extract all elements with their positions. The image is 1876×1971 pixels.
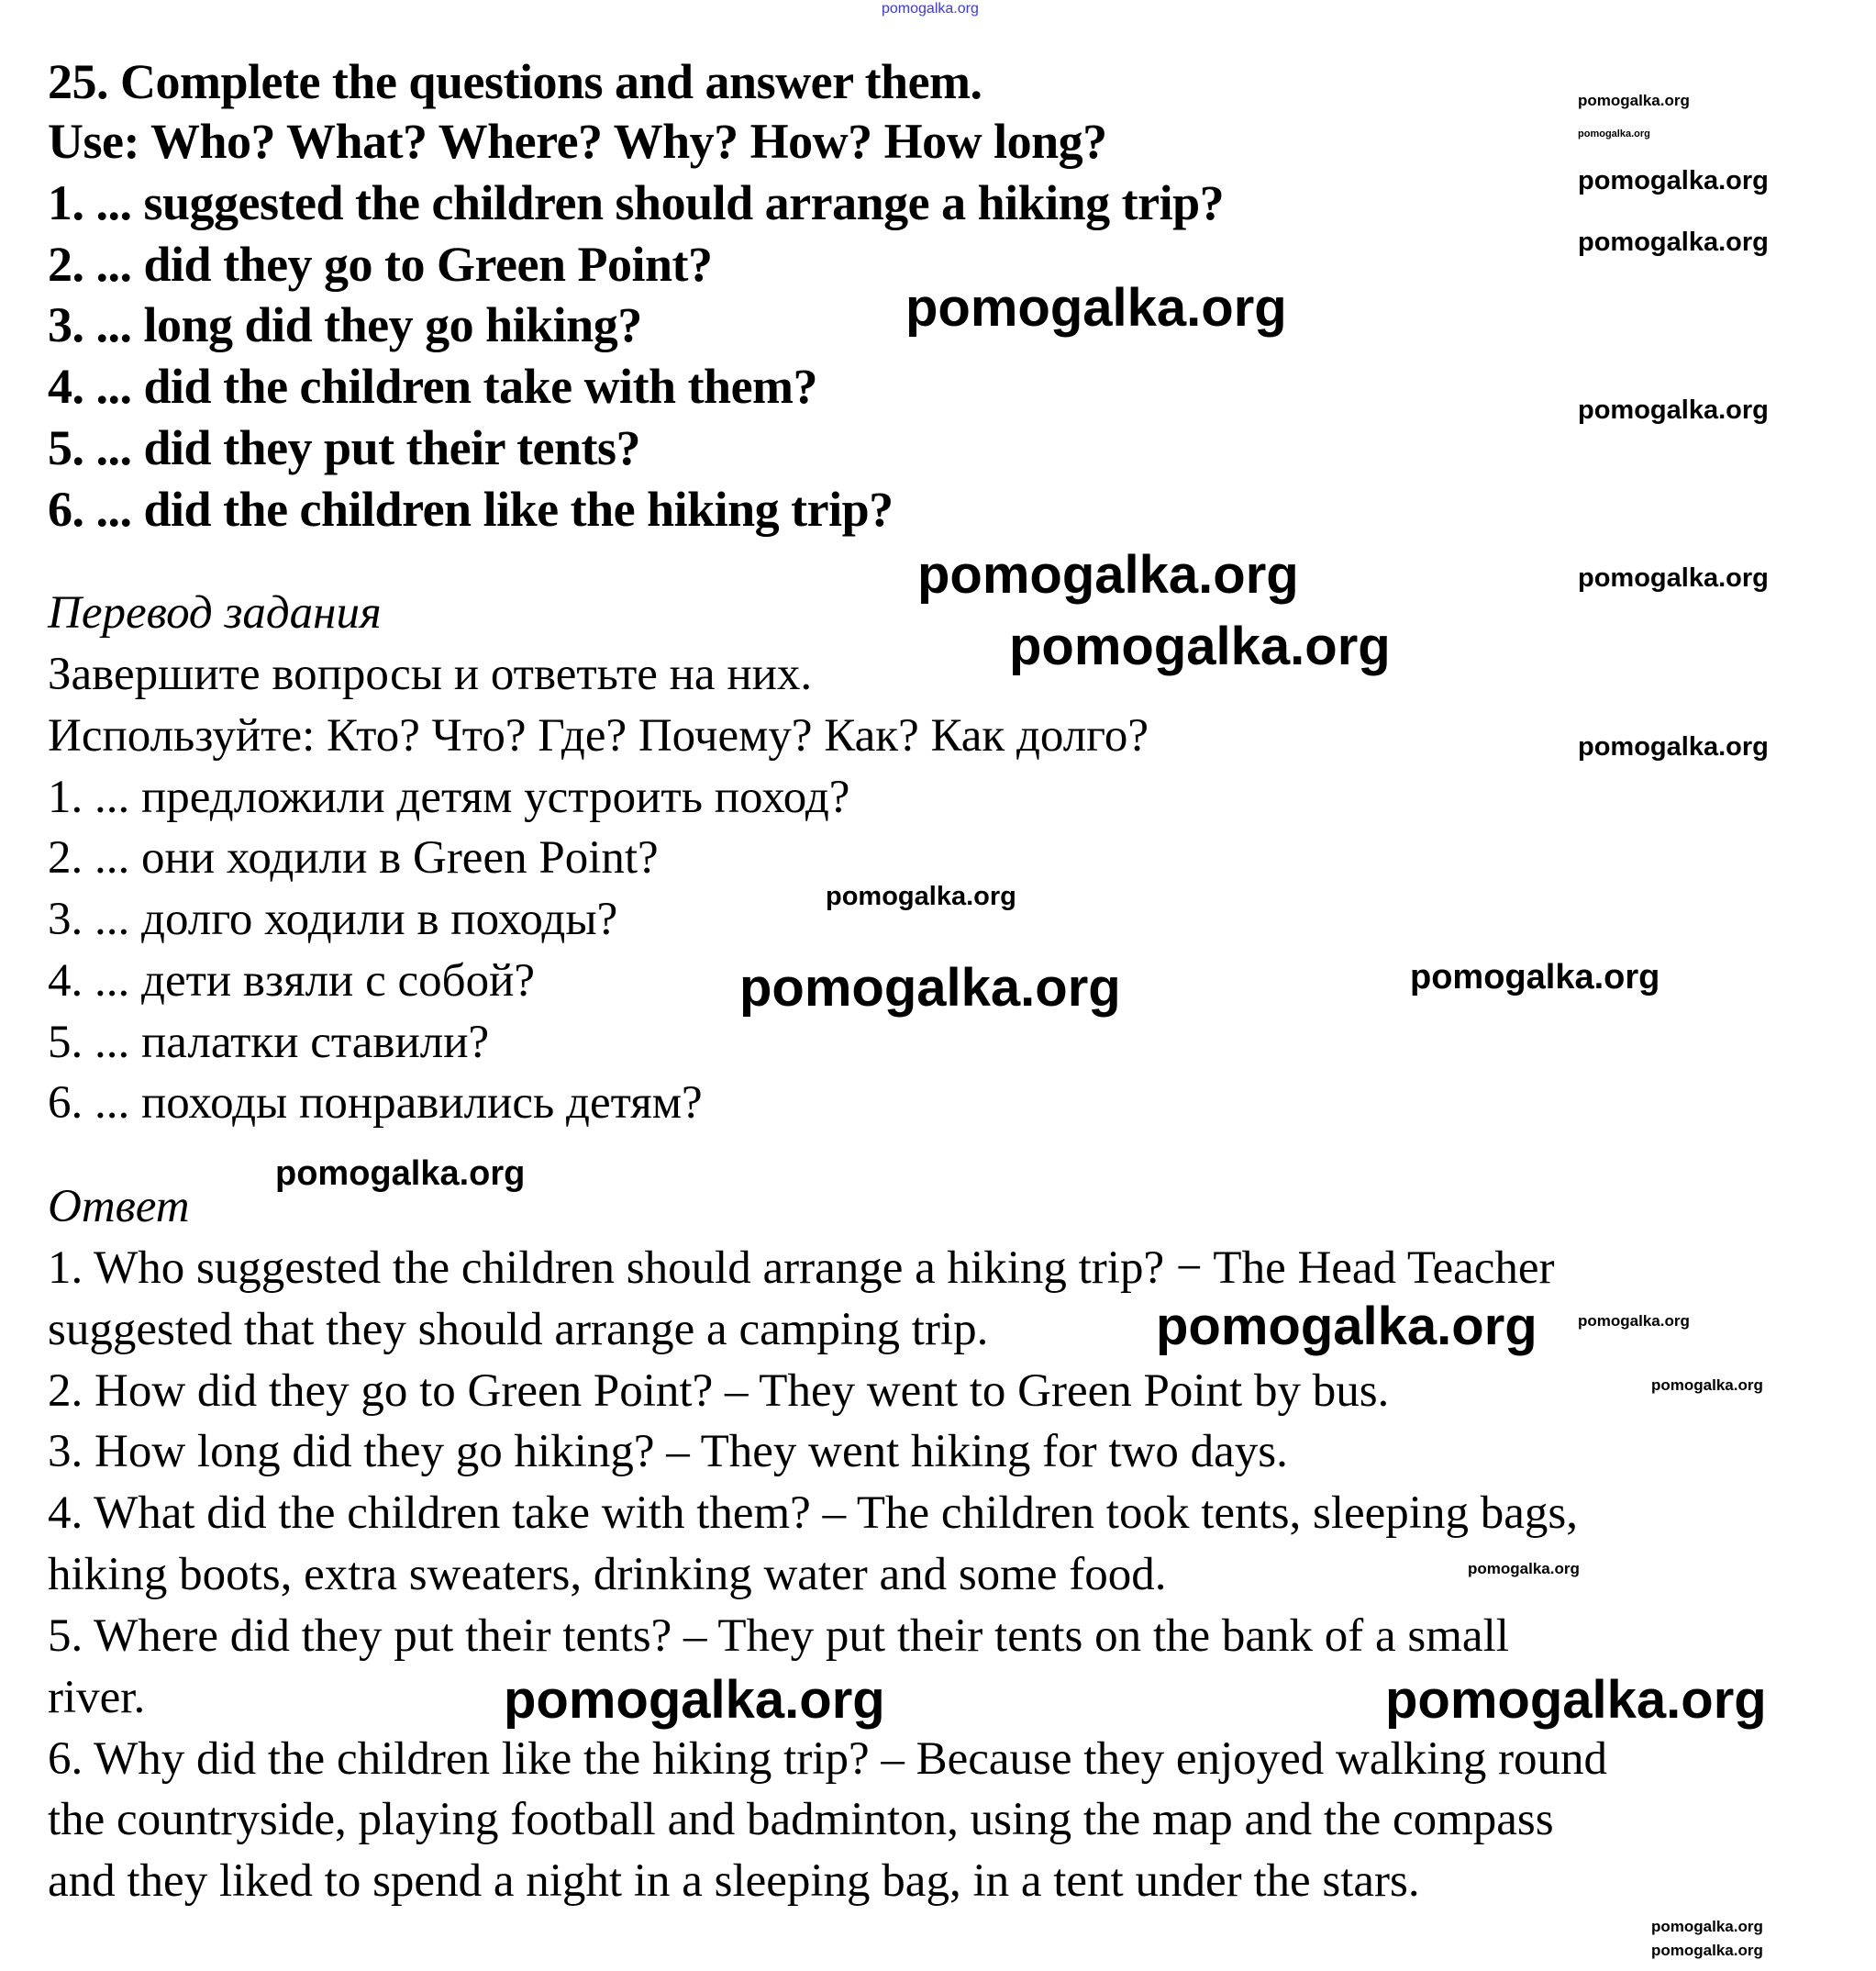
answer-line: hiking boots, extra sweaters, drinking water and some food.: [48, 1549, 1167, 1600]
question-6: 6. ... did the children like the hiking trip?: [48, 482, 894, 537]
exercise-title: 25. Complete the questions and answer them.: [48, 54, 982, 109]
translation-question-3: 3. ... долго ходили в походы?: [48, 894, 618, 945]
watermark: pomogalka.org: [1651, 1918, 1763, 1935]
answer-line: suggested that they should arrange a camping trip.: [48, 1304, 989, 1355]
watermark: pomogalka.org: [739, 958, 1121, 1018]
answer-heading: Ответ: [48, 1181, 190, 1232]
watermark: pomogalka.org: [826, 882, 1016, 911]
answer-line: 4. What did the children take with them? – The children took tents, sleeping bags,: [48, 1487, 1578, 1539]
translation-question-1: 1. ... предложили детям устроить поход?: [48, 772, 850, 823]
exercise-use-line: Use: Who? What? Where? Why? How? How long?: [48, 114, 1107, 169]
answer-line: river.: [48, 1672, 146, 1723]
watermark: pomogalka.org: [905, 278, 1287, 338]
watermark: pomogalka.org: [1468, 1560, 1580, 1577]
watermark: pomogalka.org: [1156, 1297, 1537, 1356]
translation-question-6: 6. ... походы понравились детям?: [48, 1077, 703, 1129]
translation-heading: Перевод задания: [48, 587, 382, 639]
question-3: 3. ... long did they go hiking?: [48, 297, 642, 352]
question-1: 1. ... suggested the children should arrange a hiking trip?: [48, 175, 1225, 230]
translation-question-5: 5. ... палатки ставили?: [48, 1017, 490, 1068]
answer-line: 5. Where did they put their tents? – They put their tents on the bank of a small: [48, 1610, 1509, 1662]
watermark: pomogalka.org: [917, 545, 1299, 605]
watermark: pomogalka.org: [1578, 92, 1690, 109]
watermark: pomogalka.org: [1578, 166, 1769, 195]
answer-line: 3. How long did they go hiking? – They went hiking for two days.: [48, 1426, 1288, 1477]
question-5: 5. ... did they put their tents?: [48, 420, 641, 475]
answer-line: 6. Why did the children like the hiking trip? – Because they enjoyed walking round: [48, 1733, 1608, 1785]
watermark: pomogalka.org: [1578, 395, 1769, 425]
watermark: pomogalka.org: [1578, 563, 1769, 593]
watermark: pomogalka.org: [504, 1670, 885, 1730]
translation-question-2: 2. ... они ходили в Green Point?: [48, 832, 659, 884]
answer-line: 1. Who suggested the children should arrange a hiking trip? − The Head Teacher: [48, 1242, 1555, 1294]
watermark: pomogalka.org: [882, 1, 979, 17]
translation-use: Используйте: Кто? Что? Где? Почему? Как? Как долго?: [48, 710, 1149, 762]
watermark: pomogalka.org: [1009, 617, 1391, 676]
watermark: pomogalka.org: [1578, 732, 1769, 762]
watermark: pomogalka.org: [1385, 1670, 1767, 1730]
watermark: pomogalka.org: [1578, 1312, 1690, 1330]
answer-line: and they liked to spend a night in a sleeping bag, in a tent under the stars.: [48, 1855, 1420, 1907]
translation-title: Завершите вопросы и ответьте на них.: [48, 649, 813, 700]
answer-line: the countryside, playing football and badminton, using the map and the compass: [48, 1794, 1554, 1845]
watermark: pomogalka.org: [1410, 958, 1660, 997]
answer-line: 2. How did they go to Green Point? – They went to Green Point by bus.: [48, 1365, 1390, 1417]
watermark: pomogalka.org: [1578, 228, 1769, 257]
watermark: pomogalka.org: [1578, 128, 1650, 139]
question-4: 4. ... did the children take with them?: [48, 359, 818, 414]
watermark: pomogalka.org: [1651, 1942, 1763, 1959]
watermark: pomogalka.org: [275, 1154, 526, 1193]
question-2: 2. ... did they go to Green Point?: [48, 237, 713, 292]
translation-question-4: 4. ... дети взяли с собой?: [48, 955, 535, 1007]
watermark: pomogalka.org: [1651, 1376, 1763, 1394]
